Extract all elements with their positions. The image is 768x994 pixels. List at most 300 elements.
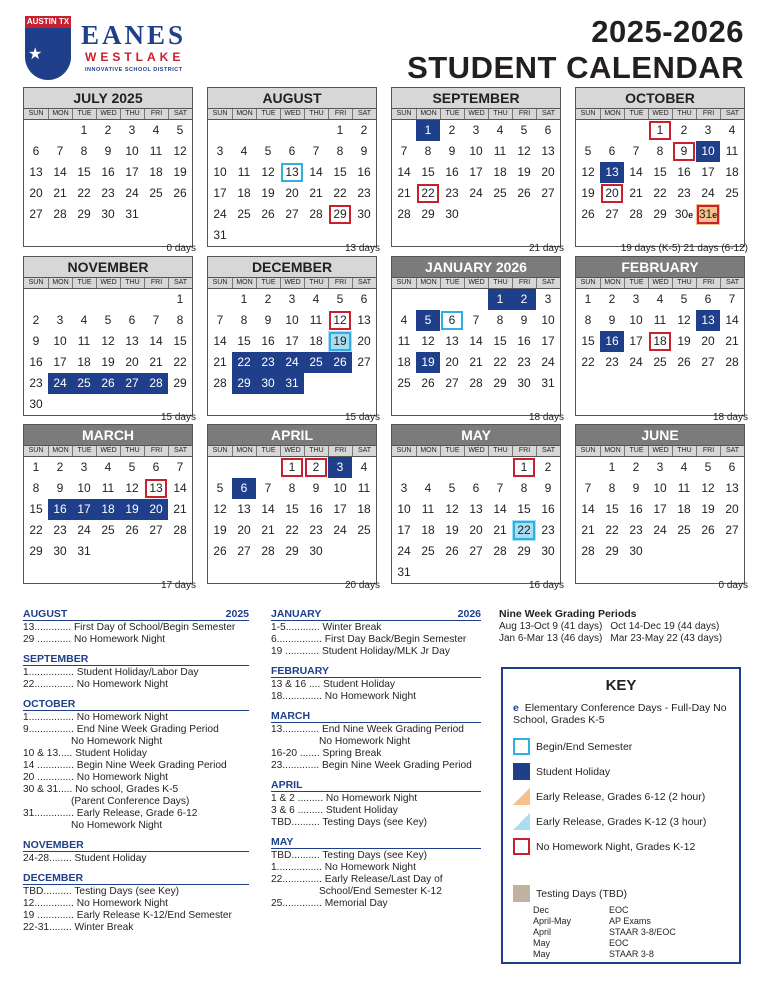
day-cell: 22: [512, 520, 536, 541]
event-row: 1-5............ Winter Break: [271, 622, 382, 633]
weekday-label: TUE: [624, 109, 648, 119]
event-row: 31.............. Early Release, Grade 6-12: [23, 808, 198, 819]
instruction-day-count: 21 days: [528, 243, 564, 254]
day-cell: 19: [517, 165, 531, 179]
day-cell: 23: [357, 186, 371, 200]
day-cell: 13: [445, 334, 459, 348]
day-cell: 7: [264, 481, 272, 495]
day-cell: 11: [101, 481, 115, 495]
day-cell: 19: [581, 186, 595, 200]
day-cell: 16: [357, 165, 371, 179]
day-cell: 20: [144, 499, 168, 520]
grading-periods-title: Nine Week Grading Periods: [499, 608, 637, 620]
month-name: SEPTEMBER: [392, 88, 560, 108]
weekday-label: SAT: [168, 109, 192, 119]
day-cell: 5: [416, 310, 440, 331]
test-name: EOC: [609, 938, 629, 948]
instruction-day-count: 0 days: [718, 580, 748, 591]
empty-day: [464, 457, 488, 478]
key-item: [513, 738, 729, 755]
instruction-day-count: 13 days: [344, 243, 380, 254]
day-cell: 6: [360, 292, 368, 306]
day-cell: 5: [448, 481, 456, 495]
day-cell: 9: [104, 144, 112, 158]
day-cell: 31e: [696, 204, 720, 225]
day-cell: 20: [445, 355, 459, 369]
weekday-label: SAT: [168, 278, 192, 288]
month-name: OCTOBER: [576, 88, 744, 108]
day-cell: 9: [32, 334, 40, 348]
day-cell: 13: [600, 162, 624, 183]
day-cell: 16: [677, 165, 691, 179]
day-cell: 3: [704, 123, 712, 137]
instruction-day-count: 20 days: [344, 580, 380, 591]
day-cell: 30: [256, 373, 280, 394]
legend-key: [501, 667, 741, 964]
day-cell: 24: [280, 352, 304, 373]
day-cell: 23: [53, 523, 67, 537]
day-cell: 26: [517, 186, 531, 200]
day-cell: 4: [104, 460, 112, 474]
month-calendar: [23, 424, 193, 584]
instruction-day-count: 19 days (K-5) 21 days (6-12): [620, 243, 748, 254]
event-month-heading: [271, 836, 481, 849]
day-cell: 29: [29, 544, 43, 558]
event-month-heading: [271, 608, 481, 621]
key-item-label: Student Holiday: [536, 765, 611, 778]
key-item-label: No Homework Night, Grades K-12: [536, 840, 696, 853]
day-cell: 27: [237, 544, 251, 558]
month-calendar: [207, 87, 377, 247]
test-name: EOC: [609, 905, 629, 915]
empty-day: [96, 289, 120, 310]
day-cell: 5: [176, 123, 184, 137]
day-cell: 22: [77, 186, 91, 200]
weekday-label: WED: [648, 446, 672, 456]
day-cell: 20: [29, 186, 43, 200]
event-row: 24-28........ Student Holiday: [23, 853, 147, 864]
weekday-label: SAT: [720, 278, 744, 288]
day-cell: 5: [264, 144, 272, 158]
day-cell: 11: [237, 165, 251, 179]
empty-day: [120, 289, 144, 310]
title-text: STUDENT CALENDAR: [407, 50, 744, 85]
day-cell: 15: [29, 502, 43, 516]
event-month-name: MAY: [271, 836, 294, 848]
day-cell: 25: [493, 186, 507, 200]
day-cell: 3: [472, 123, 480, 137]
day-cell: 31: [125, 207, 139, 221]
day-cell: 29: [77, 207, 91, 221]
day-cell: 21: [53, 186, 67, 200]
day-cell: 9: [448, 144, 456, 158]
month-name: NOVEMBER: [24, 257, 192, 277]
day-cell: 1: [32, 460, 40, 474]
day-cell: 28: [213, 376, 227, 390]
day-cell: 22: [605, 523, 619, 537]
weekday-label: SUN: [396, 279, 412, 286]
weekday-label: TUE: [624, 278, 648, 288]
day-cell: 3: [128, 123, 136, 137]
day-cell: 30: [517, 376, 531, 390]
day-cell: 8: [496, 313, 504, 327]
month-calendar: [575, 424, 745, 584]
day-cell: 15: [581, 334, 595, 348]
event-month-heading: [23, 608, 249, 621]
day-cell: 30: [629, 544, 643, 558]
day-cell: 14: [53, 165, 67, 179]
event-month-heading: [23, 839, 249, 852]
day-cell: 15: [237, 334, 251, 348]
day-cell: 30: [101, 207, 115, 221]
event-row: 16-20 ....... Spring Break: [271, 748, 382, 759]
weekday-header: [208, 108, 376, 120]
day-cell: 9: [544, 481, 552, 495]
day-cell: 4: [656, 292, 664, 306]
event-row: 25.............. Memorial Day: [271, 898, 388, 909]
day-cell: 27: [29, 207, 43, 221]
weekday-header: [208, 445, 376, 457]
month-name: MAY: [392, 425, 560, 445]
empty-day: [624, 120, 648, 141]
day-cell: 4: [400, 313, 408, 327]
day-cell: 3: [544, 292, 552, 306]
empty-day: [600, 120, 624, 141]
day-cell: 10: [285, 313, 299, 327]
logo-name: EANES: [81, 20, 187, 50]
day-cell: 26: [421, 376, 435, 390]
days-grid: [392, 289, 560, 415]
month-name: AUGUST: [208, 88, 376, 108]
weekday-header: [208, 277, 376, 289]
day-cell: 23: [309, 523, 323, 537]
day-cell: 25: [304, 352, 328, 373]
day-cell: 23: [605, 355, 619, 369]
day-cell: 8: [240, 313, 248, 327]
day-cell: 31: [280, 373, 304, 394]
empty-day: [72, 289, 96, 310]
day-cell: 1: [512, 457, 536, 478]
key-conference-label: Elementary Conference Days - Full-Day No School, Grades K-5: [513, 702, 727, 726]
day-cell: 27: [725, 523, 739, 537]
day-cell: 2: [632, 460, 640, 474]
day-cell: 18: [309, 334, 323, 348]
day-cell: 26: [261, 207, 275, 221]
day-cell: 7: [400, 144, 408, 158]
day-cell: 12: [213, 502, 227, 516]
day-cell: 1: [80, 123, 88, 137]
weekday-label: FRI: [696, 109, 720, 119]
day-cell: 10: [541, 313, 555, 327]
weekday-label: FRI: [512, 109, 536, 119]
weekday-label: MON: [232, 278, 256, 288]
day-cell: 5: [704, 460, 712, 474]
day-cell: 28: [469, 376, 483, 390]
day-cell: 24: [629, 355, 643, 369]
empty-day: [256, 120, 280, 141]
weekday-label: SAT: [352, 109, 376, 119]
day-cell: 10: [125, 144, 139, 158]
day-cell: 18: [77, 355, 91, 369]
day-cell: 15: [493, 334, 507, 348]
event-row: 18.............. No Homework Night: [271, 691, 416, 702]
day-cell: 15: [173, 334, 187, 348]
day-cell: 17: [285, 334, 299, 348]
day-cell: 26: [96, 373, 120, 394]
grading-period-1: Aug 13-Oct 9 (41 days): [499, 621, 603, 632]
day-cell: 29: [285, 544, 299, 558]
weekday-label: THU: [120, 278, 144, 288]
empty-day: [232, 457, 256, 478]
day-cell: 25: [677, 523, 691, 537]
weekday-header: [24, 445, 192, 457]
early-release-3h-swatch-icon: [513, 813, 530, 830]
day-cell: 23: [101, 186, 115, 200]
day-cell: 12: [173, 144, 187, 158]
month-name: MARCH: [24, 425, 192, 445]
day-cell: 31: [397, 565, 411, 579]
day-cell: 18: [648, 331, 672, 352]
empty-day: [24, 289, 48, 310]
test-period: April-May: [533, 916, 572, 926]
semester-swatch-icon: [513, 738, 530, 755]
month-name: JUNE: [576, 425, 744, 445]
day-cell: 25: [72, 373, 96, 394]
weekday-label: FRI: [328, 109, 352, 119]
conference-day-marker: e: [712, 210, 718, 220]
key-title: KEY: [605, 677, 637, 694]
day-cell: 5: [128, 460, 136, 474]
day-cell: 20: [125, 355, 139, 369]
day-cell: 28: [173, 523, 187, 537]
key-item: [513, 763, 729, 780]
day-cell: 27: [357, 355, 371, 369]
day-cell: 16: [445, 165, 459, 179]
event-month-heading: [271, 710, 481, 723]
event-row-continued: No Homework Night: [71, 820, 163, 831]
day-cell: 28: [144, 373, 168, 394]
weekday-header: [392, 108, 560, 120]
title-year: 2025-2026: [591, 14, 744, 49]
month-calendar: [575, 256, 745, 416]
day-cell: 18: [357, 502, 371, 516]
day-cell: 10: [77, 481, 91, 495]
day-cell: 24: [48, 373, 72, 394]
day-cell: 18: [397, 355, 411, 369]
event-row-continued: School/End Semester K-12: [319, 886, 442, 897]
day-cell: 16: [309, 502, 323, 516]
month-name: JULY 2025: [24, 88, 192, 108]
day-cell: 19: [328, 331, 352, 352]
weekday-label: TUE: [72, 109, 96, 119]
day-cell: 3: [632, 292, 640, 306]
event-month-name: MARCH: [271, 710, 311, 722]
day-cell: 20: [701, 334, 715, 348]
weekday-label: TUE: [256, 109, 280, 119]
logo-subname: WESTLAKE: [85, 50, 185, 64]
day-cell: 19: [677, 334, 691, 348]
test-period: Dec: [533, 905, 550, 915]
weekday-label: SUN: [212, 279, 228, 286]
weekday-label: SAT: [352, 446, 376, 456]
day-cell: 28: [581, 544, 595, 558]
day-cell: 1: [176, 292, 184, 306]
day-cell: 5: [336, 292, 344, 306]
weekday-label: MON: [232, 109, 256, 119]
day-cell: 30: [309, 544, 323, 558]
weekday-label: WED: [280, 446, 304, 456]
weekday-label: TUE: [440, 109, 464, 119]
weekday-header: [576, 445, 744, 457]
weekday-label: FRI: [696, 446, 720, 456]
day-cell: 2: [56, 460, 64, 474]
event-row: 10 & 13..... Student Holiday: [23, 748, 148, 759]
event-row: 30 & 31..... No school, Grades K-5: [23, 784, 179, 795]
day-cell: 9: [360, 144, 368, 158]
day-cell: 13: [469, 502, 483, 516]
day-cell: 12: [101, 334, 115, 348]
test-period: April: [533, 927, 552, 937]
month-name: APRIL: [208, 425, 376, 445]
day-cell: 8: [584, 313, 592, 327]
day-cell: 20: [285, 186, 299, 200]
day-cell: 22: [232, 352, 256, 373]
empty-day: [392, 120, 416, 141]
month-calendar: [575, 87, 745, 247]
day-cell: 13: [357, 313, 371, 327]
day-cell: 27: [149, 523, 163, 537]
weekday-header: [392, 277, 560, 289]
weekday-label: TUE: [256, 446, 280, 456]
weekday-label: FRI: [144, 278, 168, 288]
day-cell: 24: [333, 523, 347, 537]
day-cell: 28: [629, 207, 643, 221]
weekday-label: TUE: [72, 446, 96, 456]
weekday-label: WED: [464, 278, 488, 288]
instruction-day-count: 18 days: [712, 412, 748, 423]
day-cell: 27: [605, 207, 619, 221]
day-cell: 4: [312, 292, 320, 306]
day-cell: 29: [605, 544, 619, 558]
event-row: 22.............. Early Release/Last Day of: [271, 874, 443, 885]
month-name: JANUARY 2026: [392, 257, 560, 277]
empty-day: [576, 120, 600, 141]
weekday-label: THU: [672, 446, 696, 456]
day-cell: 18: [149, 165, 163, 179]
day-cell: 4: [424, 481, 432, 495]
day-cell: 28: [53, 207, 67, 221]
day-cell: 6: [152, 460, 160, 474]
weekday-label: THU: [488, 278, 512, 288]
day-cell: 21: [213, 355, 227, 369]
day-cell: 23: [29, 376, 43, 390]
event-row: TBD.......... Testing Days (see Key): [271, 850, 428, 861]
empty-day: [488, 457, 512, 478]
day-cell: 13: [125, 334, 139, 348]
day-cell: 3: [288, 292, 296, 306]
day-cell: 12: [421, 334, 435, 348]
empty-day: [208, 120, 232, 141]
empty-day: [208, 457, 232, 478]
day-cell: 13: [29, 165, 43, 179]
day-cell: 27: [701, 355, 715, 369]
days-grid: [392, 120, 560, 246]
day-cell: 26: [173, 186, 187, 200]
event-row: 14 ............. Begin Nine Week Grading Period: [23, 760, 227, 771]
event-row: 13 & 16 .... Student Holiday: [271, 679, 396, 690]
day-cell: 14: [629, 165, 643, 179]
weekday-label: MON: [416, 446, 440, 456]
event-row: 6................ First Day Back/Begin Semester: [271, 634, 467, 645]
event-month-heading: [271, 665, 481, 678]
day-cell: 17: [333, 502, 347, 516]
day-cell: 6: [440, 310, 464, 331]
day-cell: 22: [416, 183, 440, 204]
day-cell: 1: [280, 457, 304, 478]
month-name: DECEMBER: [208, 257, 376, 277]
event-row-continued: No Homework Night: [71, 736, 163, 747]
day-cell: 8: [656, 144, 664, 158]
weekday-label: MON: [232, 446, 256, 456]
day-cell: 23: [541, 523, 555, 537]
empty-day: [392, 289, 416, 310]
day-cell: 11: [77, 334, 91, 348]
event-month-name: SEPTEMBER: [23, 653, 89, 665]
month-calendar: [23, 87, 193, 247]
day-cell: 26: [701, 523, 715, 537]
day-cell: 1: [584, 292, 592, 306]
day-cell: 14: [149, 334, 163, 348]
day-cell: 8: [32, 481, 40, 495]
day-cell: 29: [517, 544, 531, 558]
day-cell: 18: [421, 523, 435, 537]
day-cell: 2: [544, 460, 552, 474]
weekday-label: THU: [304, 278, 328, 288]
weekday-label: SUN: [396, 447, 412, 454]
event-year: 2026: [457, 608, 481, 620]
day-cell: 4: [360, 460, 368, 474]
day-cell: 3: [216, 144, 224, 158]
empty-day: [440, 457, 464, 478]
day-cell: 31: [541, 376, 555, 390]
day-cell: 30: [29, 397, 43, 411]
day-cell: 25: [237, 207, 251, 221]
day-cell: 10: [213, 165, 227, 179]
day-cell: 17: [72, 499, 96, 520]
day-cell: 19: [101, 355, 115, 369]
weekday-label: SAT: [352, 278, 376, 288]
day-cell: 21: [173, 502, 187, 516]
day-cell: 29: [173, 376, 187, 390]
day-cell: 24: [213, 207, 227, 221]
day-cell: 16: [29, 355, 43, 369]
day-cell: 7: [472, 313, 480, 327]
weekday-header: [24, 277, 192, 289]
day-cell: 13: [696, 310, 720, 331]
weekday-label: FRI: [328, 446, 352, 456]
empty-day: [304, 120, 328, 141]
event-month-name: APRIL: [271, 779, 303, 791]
weekday-label: SUN: [212, 110, 228, 117]
day-cell: 16: [261, 334, 275, 348]
day-cell: 24: [701, 186, 715, 200]
day-cell: 8: [424, 144, 432, 158]
day-cell: 25: [101, 523, 115, 537]
month-calendar: [391, 87, 561, 247]
day-cell: 2: [512, 289, 536, 310]
weekday-label: MON: [48, 109, 72, 119]
no-homework-swatch-icon: [513, 838, 530, 855]
